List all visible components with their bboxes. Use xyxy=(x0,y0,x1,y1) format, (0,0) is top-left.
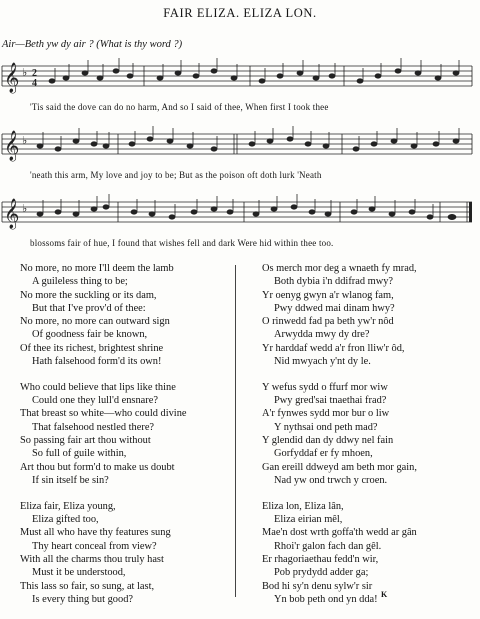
verse-line: Thy heart conceal from view? xyxy=(32,540,157,552)
staff-1-svg xyxy=(0,56,480,100)
lyric-line-3: blossoms fair of hue, I found that wishes fell and dark Were hid within thee too. xyxy=(30,238,334,248)
verse-line: Of thee its richest, brightest shrine xyxy=(20,342,164,354)
verse-line: That breast so white—who could divine xyxy=(20,408,187,420)
time-sig-bottom: 4 xyxy=(32,78,37,89)
english-column xyxy=(20,262,232,619)
staff-3-svg xyxy=(0,192,480,236)
verse-line: Who could believe that lips like thine xyxy=(20,381,176,393)
verse-line: Is every thing but good? xyxy=(32,593,133,605)
welsh-column xyxy=(262,262,474,619)
verse-line: Eliza gifted too, xyxy=(32,514,99,526)
column-divider xyxy=(235,265,236,597)
verse-line: Yr oenyg gwyn a'r wlanog fam, xyxy=(262,289,394,301)
verse-line: Could one they lull'd ensnare? xyxy=(32,395,158,407)
welsh-stanza xyxy=(262,381,474,487)
verse-line: Pwy ddwed mai dinam hwy? xyxy=(274,302,395,314)
english-stanza xyxy=(20,381,232,487)
verse-line: Hath falsehood form'd its own! xyxy=(32,356,162,368)
air-heading: Air—Beth yw dy air ? (What is thy word ?) xyxy=(2,39,183,50)
flat-icon: ♭ xyxy=(22,203,28,215)
verse-line: Rhoi'r galon fach dan gêl. xyxy=(274,540,382,552)
verse-line: Both dybia i'n ddifrad mwy? xyxy=(274,276,394,288)
verse-line: Y wefus sydd o ffurf mor wiw xyxy=(262,381,388,393)
verse-line: No more, no more I'll deem the lamb xyxy=(20,263,174,274)
welsh-stanza xyxy=(262,500,474,606)
flat-icon: ♭ xyxy=(22,67,28,79)
music-system-2 xyxy=(0,124,480,188)
verse-line: Bod hi sy'n denu sylw'r sir xyxy=(262,580,373,592)
lyric-line-2: 'neath this arm, My love and joy to be; But as the poison oft doth lurk 'Neath xyxy=(30,170,322,180)
verse-line: But that I've prov'd of thee: xyxy=(32,302,146,314)
verse-line: Os merch mor deg a wnaeth fy mrad, xyxy=(262,263,417,274)
verse-line: Yn bob peth ond yn dda! xyxy=(274,593,378,605)
verse-line: A guileless thing to be; xyxy=(32,276,128,288)
verse-line: No more the suckling or its dam, xyxy=(20,289,157,301)
music-system-1 xyxy=(0,56,480,120)
verse-line: Eliza eirian mêl, xyxy=(274,514,343,526)
verse-line: Pob prydydd adder ga; xyxy=(274,567,369,579)
english-stanza xyxy=(20,262,232,368)
time-sig-top: 2 xyxy=(32,68,37,79)
music-system-3 xyxy=(0,192,480,256)
verse-line: If sin itself be sin? xyxy=(32,474,109,486)
verse-line: Of goodness fair be known, xyxy=(32,329,148,341)
verse-line: That falsehood nestled there? xyxy=(32,421,155,433)
flat-icon: ♭ xyxy=(22,135,28,147)
verse-line: Eliza lon, Eliza lân, xyxy=(262,500,344,512)
verse-line: So passing fair art thou without xyxy=(20,435,151,447)
verse-line: Er rhagoriaethau fedd'n wir, xyxy=(262,553,379,565)
verse-line: With all the charms thou truly hast xyxy=(20,553,164,565)
verse-line: Gorfyddaf er fy mhoen, xyxy=(274,448,373,460)
verse-line: No more, no more can outward sign xyxy=(20,316,170,328)
lyric-line-1: 'Tis said the dove can do no harm, And so I said of thee, When first I took thee xyxy=(30,102,329,112)
verse-line: Y glendid dan dy ddwy nel fain xyxy=(262,435,394,447)
notes-1 xyxy=(49,58,459,83)
verse-line: Must it be understood, xyxy=(32,567,126,579)
page-title: FAIR ELIZA. ELIZA LON. xyxy=(163,6,317,20)
treble-clef-icon: 𝄞 xyxy=(4,63,20,93)
verse-line: O rinwedd fad pa beth yw'r nôd xyxy=(262,316,394,328)
verse-line: Y nythsai ond peth mad? xyxy=(274,421,378,433)
verse-line: Art thou but form'd to make us doubt xyxy=(20,461,175,473)
verse-line: Mae'n dost wrth goffa'th wedd ar gân xyxy=(262,527,417,539)
verse-line: Yr harddaf wedd a'r fron lliw'r ôd, xyxy=(262,342,405,354)
verse-line: A'r fynwes sydd mor bur o liw xyxy=(262,408,390,420)
verse-line: Gan ereill ddweyd am beth mor gain, xyxy=(262,461,417,473)
verse-line: Eliza fair, Eliza young, xyxy=(20,500,116,512)
treble-clef-icon: 𝄞 xyxy=(4,131,20,161)
welsh-stanza xyxy=(262,262,474,368)
staff-2-svg xyxy=(0,124,480,168)
signature-mark: K xyxy=(381,590,388,599)
english-stanza xyxy=(20,500,232,606)
verse-line: So full of guile within, xyxy=(32,448,127,460)
verse-line: Nid mwyach y'nt dy le. xyxy=(274,356,371,368)
treble-clef-icon: 𝄞 xyxy=(4,199,20,229)
verse-line: This lass so fair, so sung, at last, xyxy=(20,580,155,592)
verse-line: Must all who have thy features sung xyxy=(20,527,171,539)
verse-line: Nad yw ond trwch y croen. xyxy=(274,474,388,486)
verse-line: Pwy gred'sai tnaethai frad? xyxy=(274,395,387,407)
verse-line: Arwydda mwy dy dre? xyxy=(274,329,370,341)
